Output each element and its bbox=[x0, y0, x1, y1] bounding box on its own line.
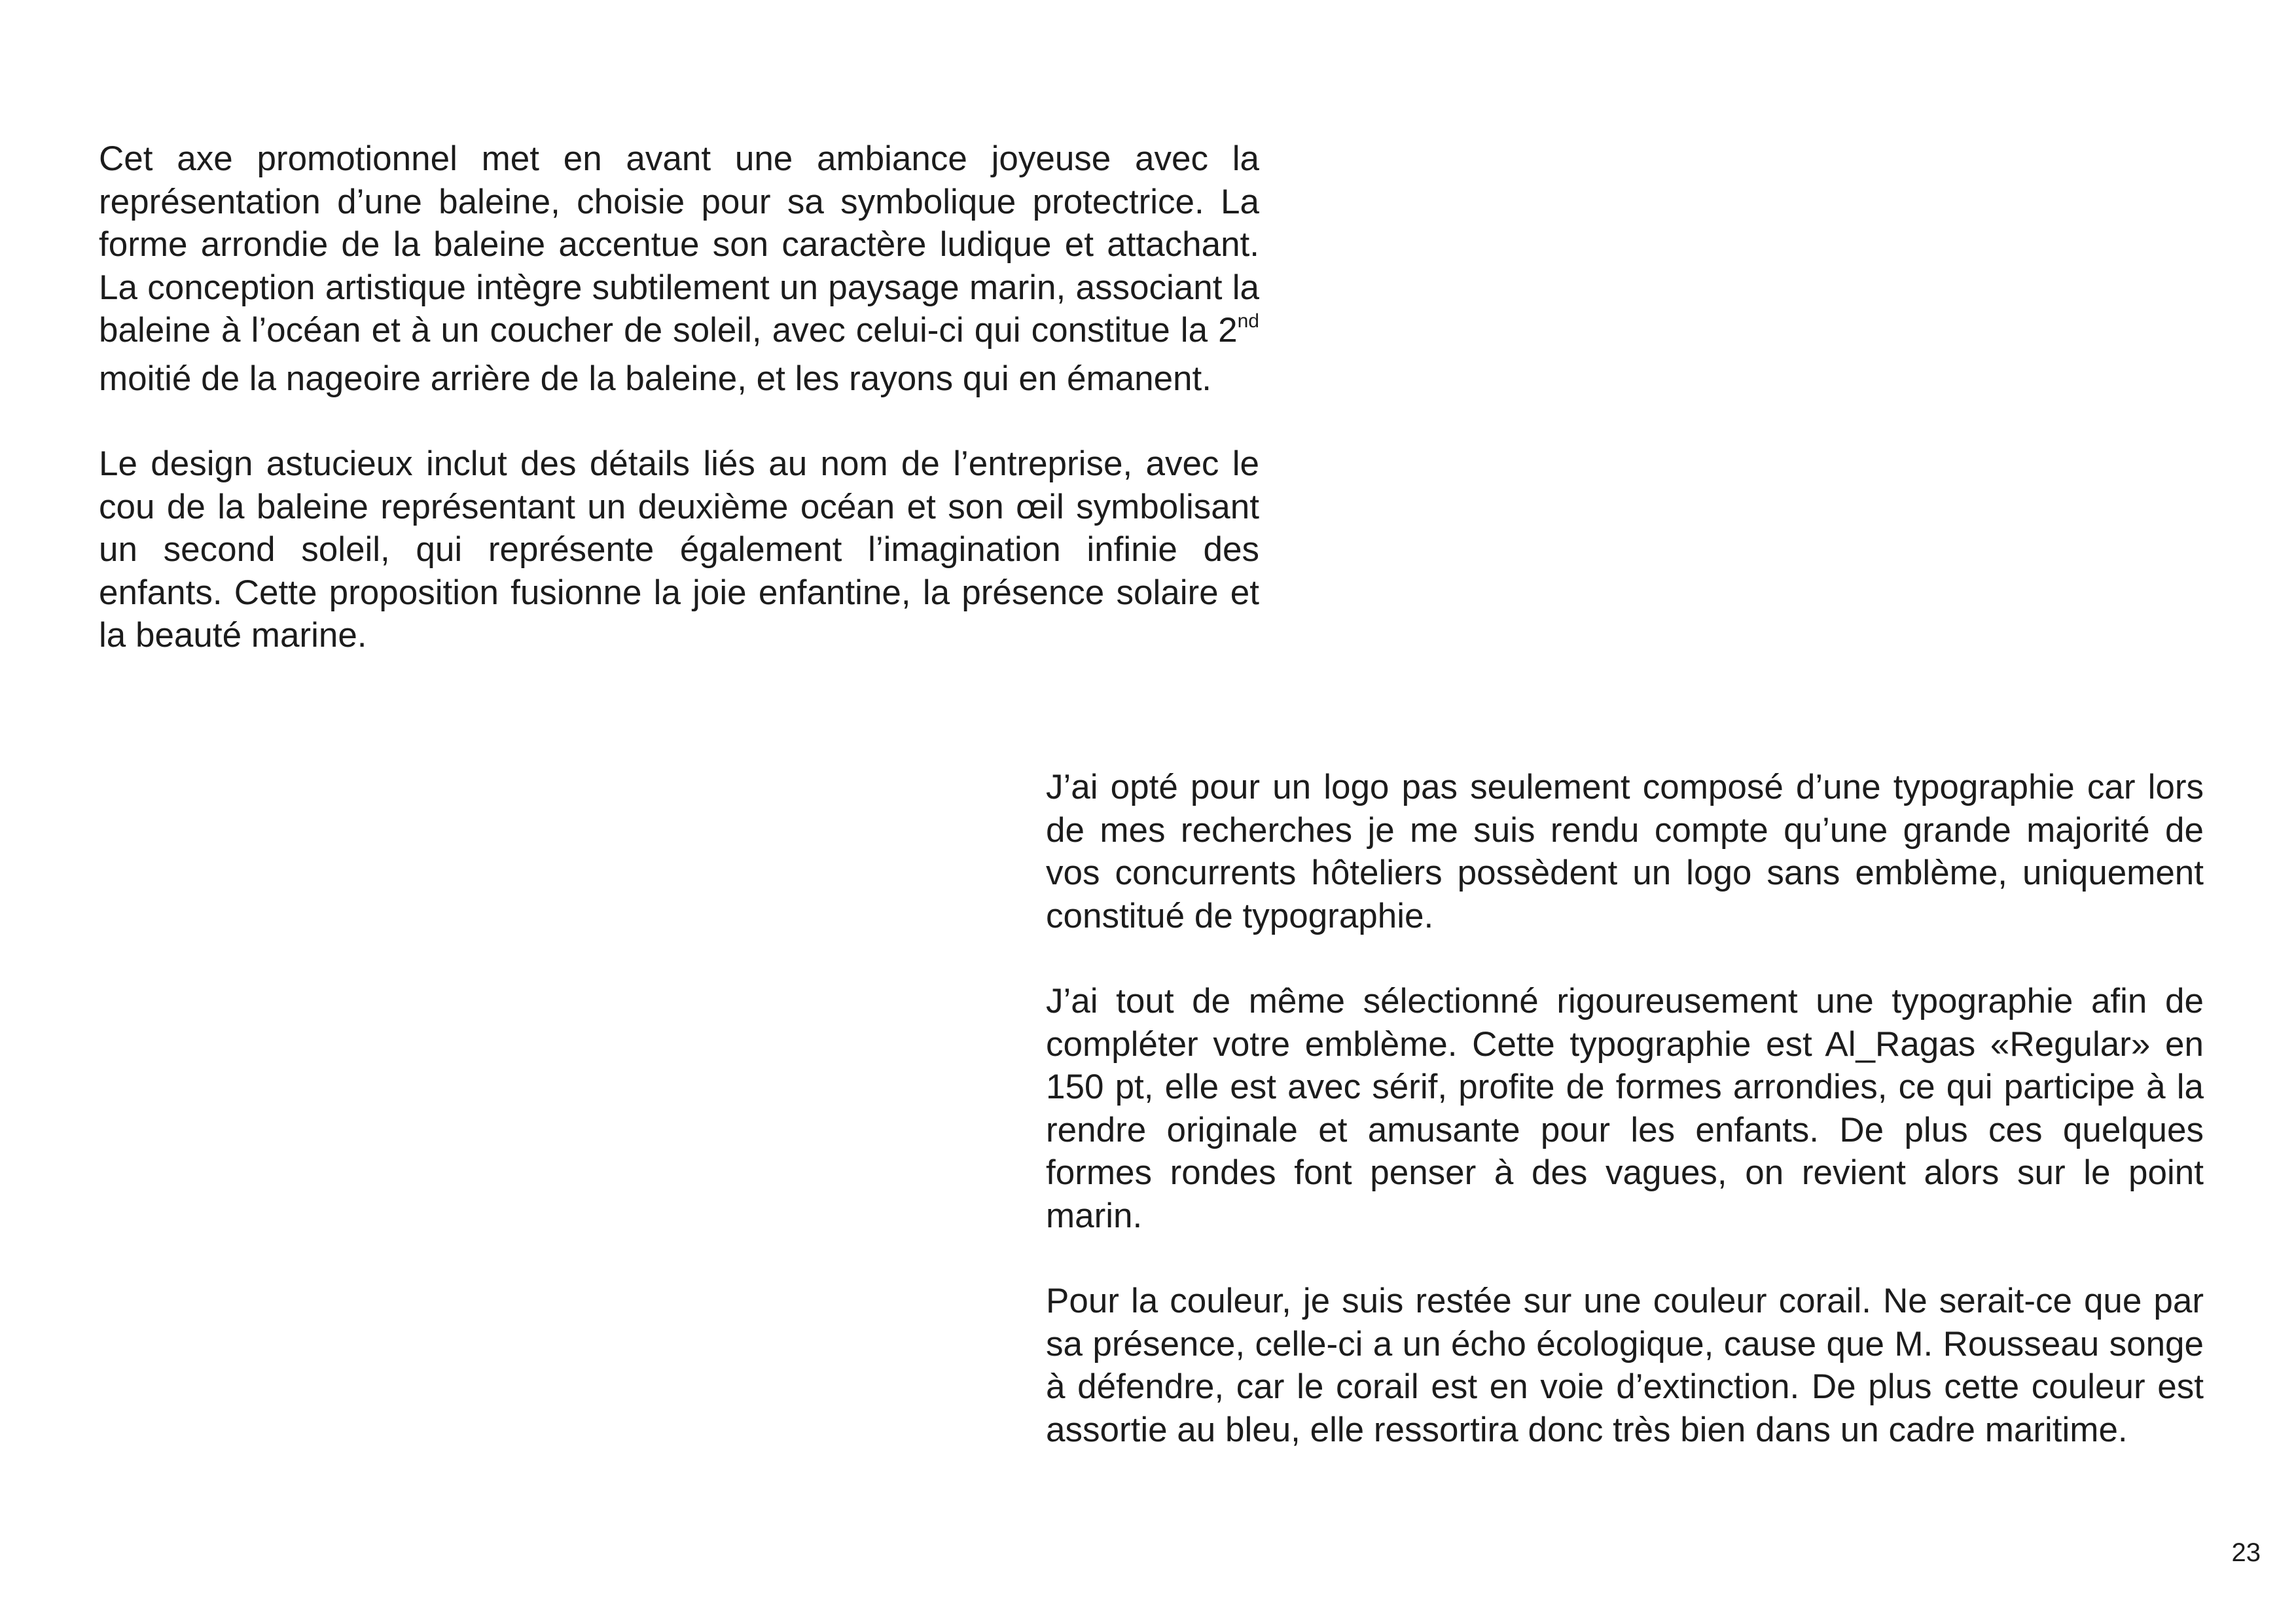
left-paragraph-1-text-start: Cet axe promotionnel met en avant une ambiance joyeuse avec la représentation d’une baleine, choisie pour sa symbolique protectrice. La forme arrondie de la baleine accentue son caractère ludique et attachant. La conception artistique intègre subtilement un paysage marin, associant la baleine à l’océan et à un coucher de soleil, avec celui-ci qui constitue la 2 bbox=[99, 139, 1259, 350]
left-paragraph-1 bbox=[99, 137, 1259, 400]
right-paragraph-2: J’ai tout de même sélectionné rigoureusement une typographie afin de compléter votre emblème. Cette typographie est Al_Ragas «Regular» en 150 pt, elle est avec sérif, profite de formes arrondies, ce qui participe à la rendre originale et amusante pour les enfants. De plus ces quelques formes rondes font penser à des vagues, on revient alors sur le point marin. bbox=[1046, 982, 2204, 1235]
right-paragraph-3: Pour la couleur, je suis restée sur une couleur corail. Ne serait-ce que par sa présence, celle-ci a un écho écologique, cause que M. Rousseau songe à défendre, car le corail est en voie d’extinction. De plus cette couleur est assortie au bleu, elle ressortira donc très bien dans un cadre maritime. bbox=[1046, 1282, 2204, 1449]
left-text-block bbox=[99, 137, 1259, 657]
right-paragraph-1: J’ai opté pour un logo pas seulement composé d’une typographie car lors de mes recherches je me suis rendu compte qu’une grande majorité de vos concurrents hôteliers possèdent un logo sans emblème, uniquement constitué de typographie. bbox=[1046, 768, 2204, 935]
left-paragraph-2: Le design astucieux inclut des détails liés au nom de l’entreprise, avec le cou de la baleine représentant un deuxième océan et son œil symbolisant un second soleil, qui représente également l’imagination infinie des enfants. Cette proposition fusionne la joie enfantine, la présence solaire et la beauté marine. bbox=[99, 444, 1259, 655]
left-paragraph-1-text-end: moitié de la nageoire arrière de la baleine, et les rayons qui en émanent. bbox=[99, 359, 1211, 398]
right-text-block bbox=[1046, 766, 2204, 1451]
superscript-nd: nd bbox=[1237, 310, 1259, 332]
page-number: 23 bbox=[2231, 1538, 2261, 1567]
